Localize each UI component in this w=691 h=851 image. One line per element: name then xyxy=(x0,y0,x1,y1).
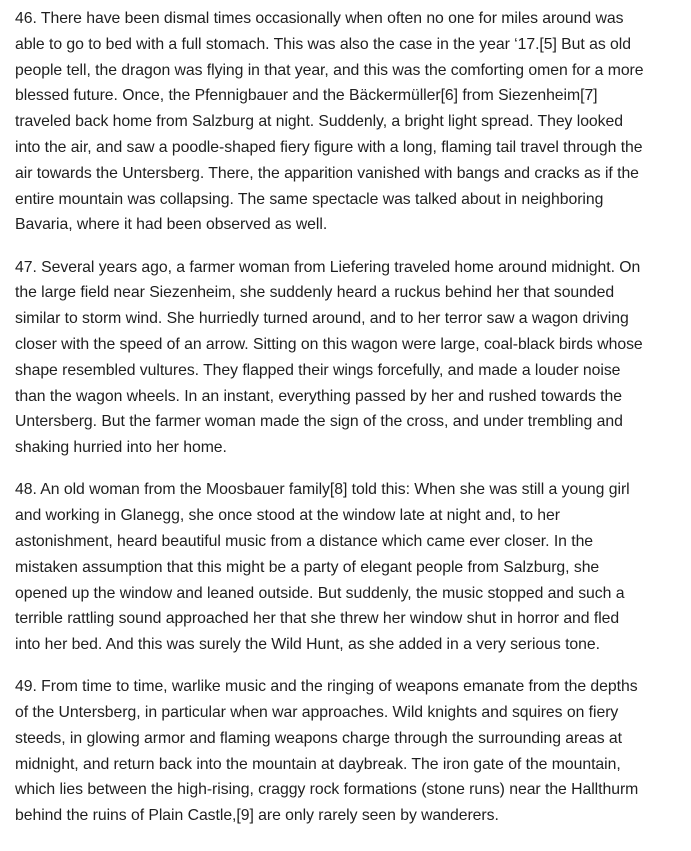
text-line: opened up the window and leaned outside. But suddenly, the music stopped and such a xyxy=(15,584,625,602)
text-line: mistaken assumption that this might be a party of elegant people from Salzburg, she xyxy=(15,558,600,576)
text-line: entire mountain was collapsing. The same spectacle was talked about in neighboring xyxy=(15,190,604,208)
paragraph-48 xyxy=(15,477,681,658)
text-line: the large field near Siezenheim, she suddenly heard a ruckus behind her that sounded xyxy=(15,284,615,302)
text-line: of the Untersberg, in particular when war approaches. Wild knights and squires on fiery xyxy=(15,704,619,722)
text-line: people tell, the dragon was flying in that year, and this was the comforting omen for a more xyxy=(15,61,644,79)
text-line: into her bed. And this was surely the Wild Hunt, as she added in a very serious tone. xyxy=(15,636,600,654)
text-line: able to go to bed with a full stomach. This was also the case in the year ‘17.[5] But as old xyxy=(15,35,631,53)
text-line: 46. There have been dismal times occasionally when often no one for miles around was xyxy=(15,10,624,27)
text-line: shaking hurried into her home. xyxy=(15,439,227,457)
document-page xyxy=(15,6,681,829)
paragraph-46 xyxy=(15,6,681,238)
paragraph-49 xyxy=(15,674,681,829)
text-line: Bavaria, where it had been observed as well. xyxy=(15,216,328,234)
text-line: behind the ruins of Plain Castle,[9] are only rarely seen by wanderers. xyxy=(15,807,499,825)
text-line: traveled back home from Salzburg at night. Suddenly, a bright light spread. They looked xyxy=(15,113,623,131)
text-line: 48. An old woman from the Moosbauer family[8] told this: When she was still a young girl xyxy=(15,481,630,499)
text-line: into the air, and saw a poodle-shaped fiery figure with a long, flaming tail travel through the xyxy=(15,138,643,156)
text-line: blessed future. Once, the Pfennigbauer and the Bäckermüller[6] from Siezenheim[7] xyxy=(15,87,598,105)
text-line: 49. From time to time, warlike music and the ringing of weapons emanate from the depths xyxy=(15,678,638,696)
text-line: than the wagon wheels. In an instant, everything passed by her and rushed towards the xyxy=(15,387,622,405)
text-line: astonishment, heard beautiful music from a distance which came ever closer. In the xyxy=(15,532,594,550)
text-line: steeds, in glowing armor and flaming weapons charge through the surrounding areas at xyxy=(15,729,622,747)
text-line: 47. Several years ago, a farmer woman from Liefering traveled home around midnight. On xyxy=(15,258,641,276)
text-line: and working in Glanegg, she once stood at the window late at night and, to her xyxy=(15,507,560,525)
text-line: similar to storm wind. She hurriedly turned around, and to her terror saw a wagon driving xyxy=(15,310,629,328)
text-line: air towards the Untersberg. There, the apparition vanished with bangs and cracks as if the xyxy=(15,164,639,182)
text-line: terrible rattling sound approached her that she threw her window shut in horror and fled xyxy=(15,610,620,628)
text-line: closer with the speed of an arrow. Sitting on this wagon were large, coal-black birds whose xyxy=(15,335,643,353)
text-line: Untersberg. But the farmer woman made the sign of the cross, and under trembling and xyxy=(15,413,623,431)
text-line: midnight, and return back into the mountain at daybreak. The iron gate of the mountain, xyxy=(15,755,621,773)
paragraph-47 xyxy=(15,255,681,461)
text-line: which lies between the high-rising, craggy rock formations (stone runs) near the Hallthurm xyxy=(15,781,639,799)
text-line: shape resembled vultures. They flapped their wings forcefully, and made a louder noise xyxy=(15,361,621,379)
